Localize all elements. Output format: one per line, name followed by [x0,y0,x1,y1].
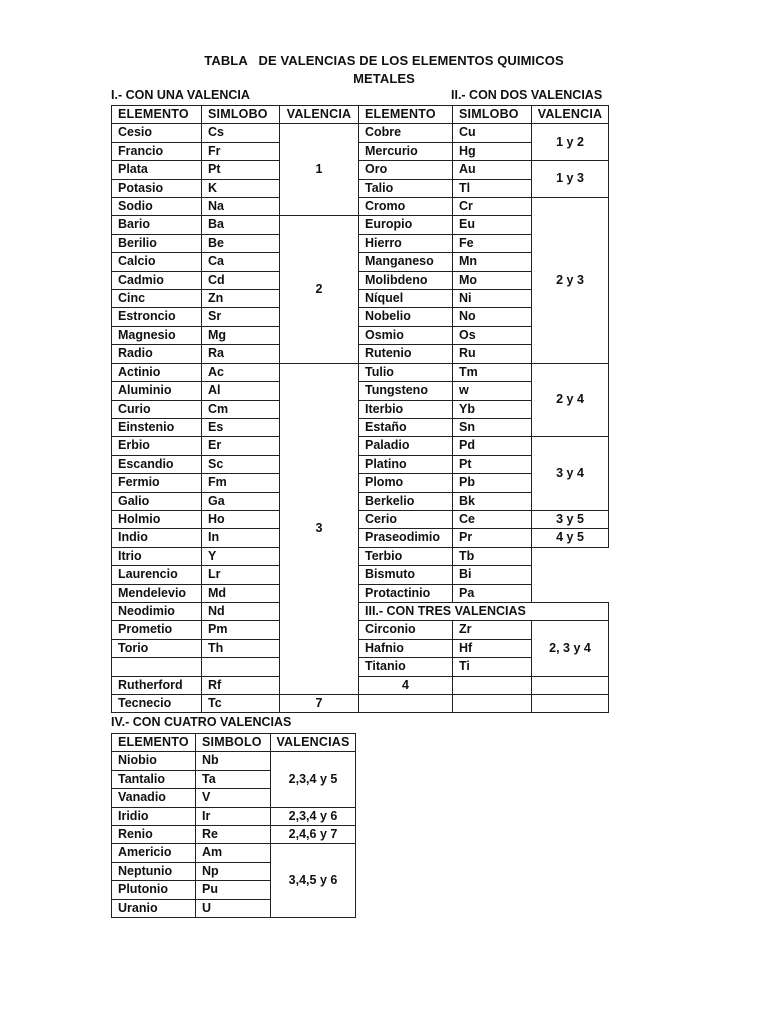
element-symbol: Tb [453,547,532,565]
element-symbol: U [196,899,271,917]
element-name: Hierro [359,234,453,252]
element-symbol: Tc [202,695,280,713]
section-one-valence-title: I.- CON UNA VALENCIA [111,88,250,102]
element-name: Molibdeno [359,271,453,289]
element-name: Paladio [359,437,453,455]
valence-value: 3,4,5 y 6 [271,844,356,918]
element-name: Galio [112,492,202,510]
element-symbol: Rf [202,676,280,694]
table-row [112,621,609,639]
element-symbol: Ru [453,345,532,363]
element-symbol: Sn [453,418,532,436]
element-symbol: Pd [453,437,532,455]
element-symbol: Ni [453,290,532,308]
element-name: Niobio [112,752,196,770]
element-symbol: Ce [453,510,532,528]
element-name: Praseodimio [359,529,453,547]
element-symbol: Nd [202,602,280,620]
element-name: Neptunio [112,862,196,880]
element-symbol: Fm [202,474,280,492]
element-name: Estaño [359,418,453,436]
element-name: Fermio [112,474,202,492]
element-symbol: Th [202,639,280,657]
element-symbol: Pt [202,161,280,179]
element-symbol: Cu [453,124,532,142]
element-symbol: Pt [453,455,532,473]
element-name: Aluminio [112,382,202,400]
element-name: Francio [112,142,202,160]
element-symbol: Am [196,844,271,862]
element-name: Hafnio [359,639,453,657]
element-name: Prometio [112,621,202,639]
element-name: Erbio [112,437,202,455]
element-symbol: Re [196,826,271,844]
element-symbol: Hf [453,639,532,657]
table-row [112,584,609,602]
element-name: Osmio [359,326,453,344]
element-name: Curio [112,400,202,418]
element-name: Holmio [112,510,202,528]
element-name: Sodio [112,198,202,216]
empty-cell [453,676,532,694]
element-name: Plutonio [112,881,196,899]
header-elemento: ELEMENTO [112,106,202,124]
element-symbol: Yb [453,400,532,418]
element-name: Cromo [359,198,453,216]
element-name: Plata [112,161,202,179]
element-symbol: Tl [453,179,532,197]
element-symbol: Md [202,584,280,602]
valence-value: 7 [280,695,359,713]
element-symbol: Ta [196,770,271,788]
element-name: Cinc [112,290,202,308]
element-symbol: Sc [202,455,280,473]
element-name: Radio [112,345,202,363]
header-valencia-2: VALENCIA [532,106,609,124]
element-name: Rutherford [112,676,202,694]
element-symbol: V [196,789,271,807]
four-valence-table [111,733,356,918]
empty-cell [453,695,532,713]
element-symbol: Ti [453,658,532,676]
element-name: Bario [112,216,202,234]
element-name: Talio [359,179,453,197]
element-name: Protactinio [359,584,453,602]
section-two-valence-title: II.- CON DOS VALENCIAS [451,88,603,102]
element-name: Torio [112,639,202,657]
element-name: Einstenio [112,418,202,436]
element-symbol: Lr [202,566,280,584]
table-row [112,566,609,584]
valence-value: 2,3,4 y 6 [271,807,356,825]
element-symbol: Er [202,437,280,455]
empty-cell [359,695,453,713]
table-row [112,844,356,862]
element-name: Terbio [359,547,453,565]
element-symbol: Fr [202,142,280,160]
element-symbol: Fe [453,234,532,252]
element-symbol: Ga [202,492,280,510]
element-name: Americio [112,844,196,862]
valence-value: 3 [280,363,359,694]
valence-value: 3 y 4 [532,437,609,511]
element-name: Vanadio [112,789,196,807]
element-symbol: Ir [196,807,271,825]
element-name: Oro [359,161,453,179]
element-name: Cobre [359,124,453,142]
element-name: Circonio [359,621,453,639]
table-row [112,807,356,825]
empty-cell [532,695,609,713]
header-simbolo: SIMLOBO [202,106,280,124]
element-symbol: Mn [453,253,532,271]
valence-value: 2 y 4 [532,363,609,437]
element-symbol: Al [202,382,280,400]
element-symbol: Nb [196,752,271,770]
element-name: Iridio [112,807,196,825]
element-name: Magnesio [112,326,202,344]
element-symbol: Be [202,234,280,252]
element-symbol: Ac [202,363,280,381]
table-row [112,510,609,528]
element-symbol: Pm [202,621,280,639]
element-symbol: Ca [202,253,280,271]
valence-value: 1 y 3 [532,161,609,198]
element-name: Tungsteno [359,382,453,400]
table-row [112,826,356,844]
valence-value: 2,3,4 y 5 [271,752,356,807]
element-symbol: Ra [202,345,280,363]
element-name [112,658,202,676]
table-row [112,602,609,620]
element-name: Manganeso [359,253,453,271]
table-row [112,363,609,381]
element-name: Calcio [112,253,202,271]
element-name: Cadmio [112,271,202,289]
element-symbol: Pr [453,529,532,547]
table-row [112,161,609,179]
element-symbol: Pa [453,584,532,602]
element-symbol: Hg [453,142,532,160]
valence-value: 2,4,6 y 7 [271,826,356,844]
element-name: Mercurio [359,142,453,160]
table-row [112,529,609,547]
table-header-row [112,106,609,124]
element-name: Europio [359,216,453,234]
element-name: Itrio [112,547,202,565]
element-name: Estroncio [112,308,202,326]
element-symbol [202,658,280,676]
element-name: Actinio [112,363,202,381]
element-symbol: No [453,308,532,326]
element-name: Berkelio [359,492,453,510]
header-simbolo-2: SIMLOBO [453,106,532,124]
element-name: Berilio [112,234,202,252]
element-symbol: K [202,179,280,197]
table-row [112,437,609,455]
element-symbol: Zn [202,290,280,308]
header-elemento-2: ELEMENTO [359,106,453,124]
section-four-valence-title: IV.- CON CUATRO VALENCIAS [111,715,292,729]
element-symbol: Os [453,326,532,344]
element-name: Escandio [112,455,202,473]
element-symbol: Zr [453,621,532,639]
header-elemento: ELEMENTO [112,734,196,752]
element-symbol: Tm [453,363,532,381]
header-valencia: VALENCIA [280,106,359,124]
table-header-row [112,734,356,752]
header-valencias: VALENCIAS [271,734,356,752]
element-name: Renio [112,826,196,844]
element-name: Potasio [112,179,202,197]
valence-value: 1 y 2 [532,124,609,161]
element-symbol: Au [453,161,532,179]
element-name: Cesio [112,124,202,142]
element-name: Uranio [112,899,196,917]
element-symbol: Sr [202,308,280,326]
table-row [112,695,609,713]
element-name: Tulio [359,363,453,381]
element-name: Bismuto [359,566,453,584]
element-symbol: Y [202,547,280,565]
valence-value: 2 y 3 [532,198,609,364]
element-name: Laurencio [112,566,202,584]
element-name: Rutenio [359,345,453,363]
element-symbol: Cr [453,198,532,216]
element-name: Titanio [359,658,453,676]
header-simbolo: SIMBOLO [196,734,271,752]
valence-value: 2 [280,216,359,363]
table-row [112,547,609,565]
element-symbol: Na [202,198,280,216]
valence-main-table [111,105,609,713]
page-title: TABLA DE VALENCIAS DE LOS ELEMENTOS QUIMICOS [204,53,564,68]
element-symbol: In [202,529,280,547]
valence-value: 3 y 5 [532,510,609,528]
element-name: Níquel [359,290,453,308]
table-row [112,752,356,770]
empty-cell [532,676,609,694]
table-row [112,198,609,216]
element-symbol: w [453,382,532,400]
valence-value: 1 [280,124,359,216]
element-symbol: Bi [453,566,532,584]
table-row [112,676,609,694]
element-symbol: Mg [202,326,280,344]
element-symbol: Ba [202,216,280,234]
page-subtitle: METALES [353,71,415,86]
element-name: Iterbio [359,400,453,418]
valence-value: 4 y 5 [532,529,609,547]
element-symbol: Cs [202,124,280,142]
valence-value: 2, 3 y 4 [532,621,609,676]
element-symbol: Eu [453,216,532,234]
element-name: Neodimio [112,602,202,620]
element-name: Platino [359,455,453,473]
table-row [112,124,609,142]
valence-value: 4 [359,676,453,694]
element-symbol: Bk [453,492,532,510]
element-name: Nobelio [359,308,453,326]
element-symbol: Np [196,862,271,880]
element-symbol: Cm [202,400,280,418]
element-name: Indio [112,529,202,547]
element-name: Plomo [359,474,453,492]
element-name: Mendelevio [112,584,202,602]
section-three-valence-title: III.- CON TRES VALENCIAS [359,602,609,620]
element-symbol: Es [202,418,280,436]
element-name: Tecnecio [112,695,202,713]
element-symbol: Cd [202,271,280,289]
element-symbol: Pb [453,474,532,492]
element-symbol: Pu [196,881,271,899]
element-name: Cerio [359,510,453,528]
element-symbol: Mo [453,271,532,289]
element-name: Tantalio [112,770,196,788]
element-symbol: Ho [202,510,280,528]
